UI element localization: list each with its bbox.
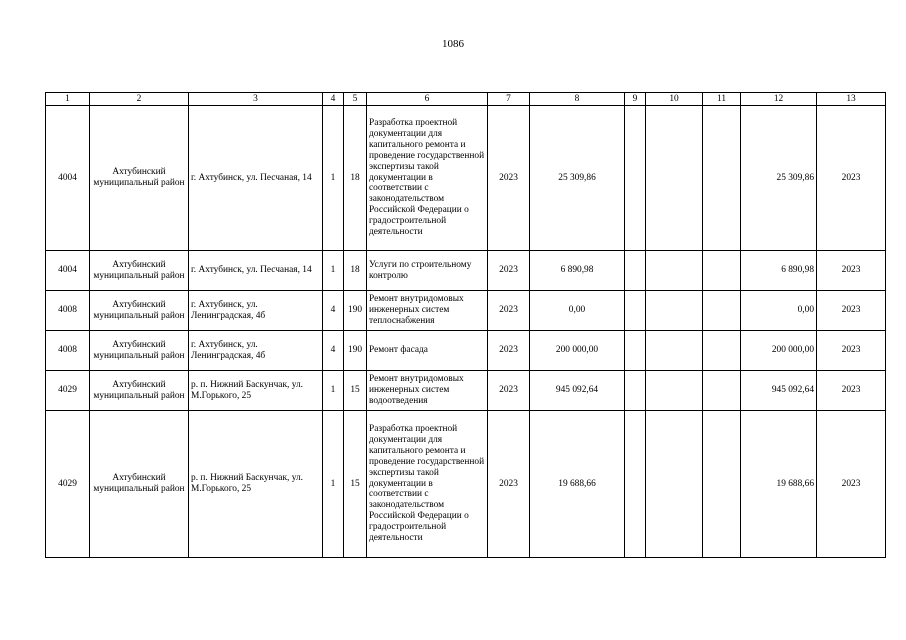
completion-year-cell: 2023 bbox=[817, 411, 886, 558]
table-row bbox=[46, 251, 886, 291]
table-row bbox=[46, 331, 886, 371]
work-type-cell: Ремонт фасада bbox=[367, 331, 488, 371]
empty-cell bbox=[625, 251, 646, 291]
completion-year-cell: 2023 bbox=[817, 371, 886, 411]
table-row bbox=[46, 411, 886, 558]
entrances-cell: 1 bbox=[323, 371, 344, 411]
completion-year-cell: 2023 bbox=[817, 106, 886, 251]
cost-cell: 0,00 bbox=[530, 291, 625, 331]
entrances-cell: 1 bbox=[323, 106, 344, 251]
table-row bbox=[46, 291, 886, 331]
municipality-cell: Ахтубинский муниципальный район bbox=[90, 106, 189, 251]
total-cost-cell: 0,00 bbox=[741, 291, 817, 331]
total-cost-cell: 200 000,00 bbox=[741, 331, 817, 371]
address-cell: г. Ахтубинск, ул. Песчаная, 14 bbox=[189, 251, 323, 291]
data-table bbox=[45, 92, 886, 558]
empty-cell bbox=[646, 411, 703, 558]
column-header: 11 bbox=[703, 93, 741, 106]
municipality-cell: Ахтубинский муниципальный район bbox=[90, 371, 189, 411]
completion-year-cell: 2023 bbox=[817, 251, 886, 291]
address-cell: г. Ахтубинск, ул. Ленинградская, 4б bbox=[189, 331, 323, 371]
apartments-cell: 15 bbox=[344, 371, 367, 411]
empty-cell bbox=[646, 106, 703, 251]
completion-year-cell: 2023 bbox=[817, 331, 886, 371]
empty-cell bbox=[625, 331, 646, 371]
house-code-cell: 4008 bbox=[46, 291, 90, 331]
work-type-cell: Ремонт внутридомовых инженерных систем водоотведения bbox=[367, 371, 488, 411]
empty-cell bbox=[625, 291, 646, 331]
address-cell: р. п. Нижний Баскунчак, ул. М.Горького, 25 bbox=[189, 371, 323, 411]
table-row bbox=[46, 106, 886, 251]
municipality-cell: Ахтубинский муниципальный район bbox=[90, 251, 189, 291]
page-number: 1086 bbox=[442, 38, 464, 50]
municipality-cell: Ахтубинский муниципальный район bbox=[90, 291, 189, 331]
entrances-cell: 4 bbox=[323, 331, 344, 371]
column-header: 8 bbox=[530, 93, 625, 106]
empty-cell bbox=[703, 371, 741, 411]
total-cost-cell: 19 688,66 bbox=[741, 411, 817, 558]
year-cell: 2023 bbox=[488, 106, 530, 251]
year-cell: 2023 bbox=[488, 251, 530, 291]
address-cell: г. Ахтубинск, ул. Песчаная, 14 bbox=[189, 106, 323, 251]
year-cell: 2023 bbox=[488, 291, 530, 331]
column-header: 10 bbox=[646, 93, 703, 106]
entrances-cell: 1 bbox=[323, 251, 344, 291]
empty-cell bbox=[646, 291, 703, 331]
column-header: 9 bbox=[625, 93, 646, 106]
empty-cell bbox=[625, 371, 646, 411]
year-cell: 2023 bbox=[488, 371, 530, 411]
empty-cell bbox=[625, 411, 646, 558]
house-code-cell: 4008 bbox=[46, 331, 90, 371]
empty-cell bbox=[625, 106, 646, 251]
work-type-cell: Ремонт внутридомовых инженерных систем теплоснабжения bbox=[367, 291, 488, 331]
column-header: 5 bbox=[344, 93, 367, 106]
column-header: 7 bbox=[488, 93, 530, 106]
house-code-cell: 4004 bbox=[46, 106, 90, 251]
column-number-row bbox=[46, 93, 886, 106]
empty-cell bbox=[703, 251, 741, 291]
column-header: 6 bbox=[367, 93, 488, 106]
work-type-cell: Разработка проектной документации для капитального ремонта и проведение государственной экспертизы такой документации в соответствии с законодательством Российской Федерации о градостроительной деятельности bbox=[367, 106, 488, 251]
empty-cell bbox=[646, 331, 703, 371]
empty-cell bbox=[703, 106, 741, 251]
cost-cell: 200 000,00 bbox=[530, 331, 625, 371]
cost-cell: 945 092,64 bbox=[530, 371, 625, 411]
column-header: 12 bbox=[741, 93, 817, 106]
column-header: 13 bbox=[817, 93, 886, 106]
completion-year-cell: 2023 bbox=[817, 291, 886, 331]
empty-cell bbox=[703, 331, 741, 371]
column-header: 1 bbox=[46, 93, 90, 106]
column-header: 2 bbox=[90, 93, 189, 106]
cost-cell: 19 688,66 bbox=[530, 411, 625, 558]
house-code-cell: 4029 bbox=[46, 371, 90, 411]
cost-cell: 6 890,98 bbox=[530, 251, 625, 291]
year-cell: 2023 bbox=[488, 411, 530, 558]
house-code-cell: 4029 bbox=[46, 411, 90, 558]
work-type-cell: Разработка проектной документации для капитального ремонта и проведение государственной экспертизы такой документации в соответствии с законодательством Российской Федерации о градостроительной деятельности bbox=[367, 411, 488, 558]
empty-cell bbox=[646, 251, 703, 291]
work-type-cell: Услуги по строительному контролю bbox=[367, 251, 488, 291]
apartments-cell: 190 bbox=[344, 331, 367, 371]
entrances-cell: 1 bbox=[323, 411, 344, 558]
table-row bbox=[46, 371, 886, 411]
address-cell: р. п. Нижний Баскунчак, ул. М.Горького, 25 bbox=[189, 411, 323, 558]
year-cell: 2023 bbox=[488, 331, 530, 371]
municipality-cell: Ахтубинский муниципальный район bbox=[90, 411, 189, 558]
empty-cell bbox=[703, 291, 741, 331]
address-cell: г. Ахтубинск, ул. Ленинградская, 4б bbox=[189, 291, 323, 331]
apartments-cell: 190 bbox=[344, 291, 367, 331]
column-header: 3 bbox=[189, 93, 323, 106]
total-cost-cell: 945 092,64 bbox=[741, 371, 817, 411]
total-cost-cell: 6 890,98 bbox=[741, 251, 817, 291]
empty-cell bbox=[703, 411, 741, 558]
entrances-cell: 4 bbox=[323, 291, 344, 331]
column-header: 4 bbox=[323, 93, 344, 106]
cost-cell: 25 309,86 bbox=[530, 106, 625, 251]
apartments-cell: 18 bbox=[344, 251, 367, 291]
house-code-cell: 4004 bbox=[46, 251, 90, 291]
empty-cell bbox=[646, 371, 703, 411]
apartments-cell: 15 bbox=[344, 411, 367, 558]
municipality-cell: Ахтубинский муниципальный район bbox=[90, 331, 189, 371]
apartments-cell: 18 bbox=[344, 106, 367, 251]
total-cost-cell: 25 309,86 bbox=[741, 106, 817, 251]
